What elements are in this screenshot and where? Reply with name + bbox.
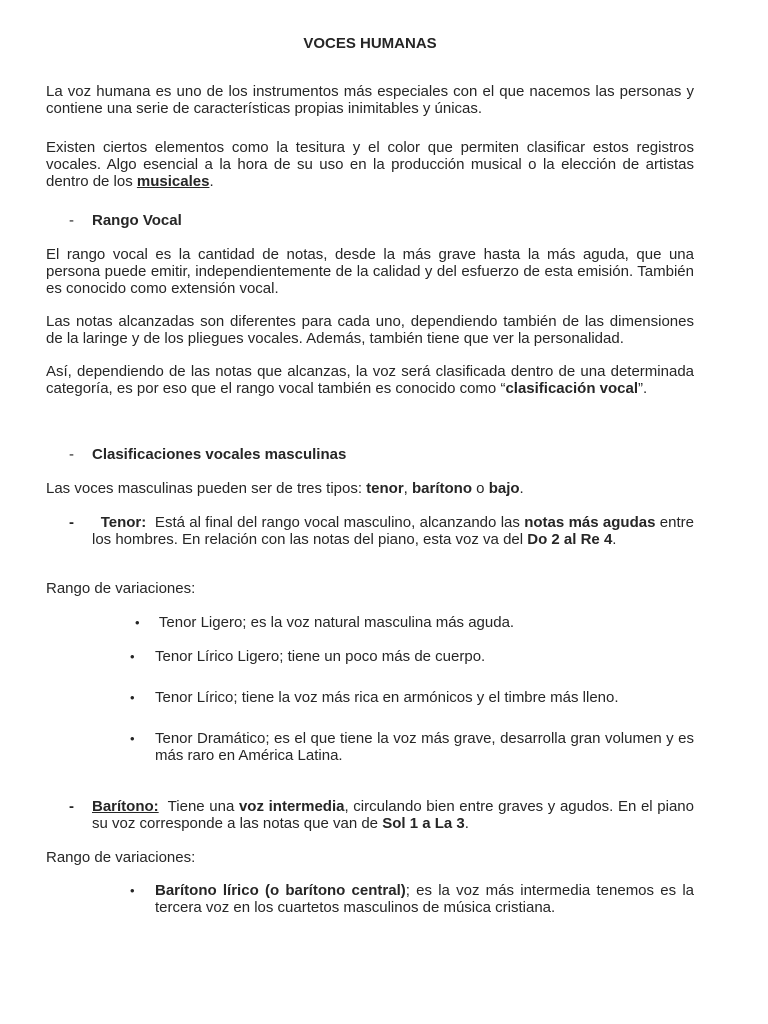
heading-dash: - — [69, 212, 74, 229]
tenor-notas-agudas: notas más agudas — [524, 514, 656, 531]
term-tenor: tenor — [366, 480, 404, 497]
baritono-lirico-term: Barítono lírico (o barítono central) — [155, 882, 406, 899]
tenor-desc: Está al final del rango vocal masculino, alcanzando las — [146, 514, 525, 531]
intro-paragraph: La voz humana es uno de los instrumentos más especiales con el que nacemos las personas y contiene una serie de características propias inimitables y únicas. — [46, 83, 694, 117]
tenor-type-text: Tenor Ligero; es la voz natural masculina más aguda. — [155, 614, 515, 631]
baritono-range: Sol 1 a La 3 — [382, 815, 465, 832]
tenor-type-text: Tenor Lírico Ligero; tiene un poco más de cuerpo. — [155, 648, 486, 665]
baritono-voz-intermedia: voz intermedia — [238, 798, 345, 815]
baritono-label: Barítono: — [92, 798, 159, 815]
baritono-desc: Tiene una — [158, 798, 239, 815]
tenor-type-text: Tenor Lírico; tiene la voz más rica en armónicos y el timbre más lleno. — [155, 689, 619, 706]
tenor-label: Tenor: — [100, 514, 147, 531]
heading-label: Rango Vocal — [92, 212, 182, 229]
clasificacion-vocal-term: clasificación vocal — [505, 380, 639, 397]
elements-text: Existen ciertos elementos como la tesitura y el color que permiten clasificar estos registros vocales. Algo esencial a la hora de su uso en la producción musical o la elección de artistas dentro de los — [46, 139, 694, 190]
clasificacion-end: ”. — [638, 380, 648, 397]
sep: , — [403, 480, 413, 497]
heading-dash: - — [69, 446, 74, 463]
voces-tipos-paragraph — [46, 480, 694, 497]
notas-paragraph: Las notas alcanzadas son diferentes para cada uno, dependiendo también de las dimensiones de la laringe y de los pliegues vocales. Además, también tiene que ver la personalidad. — [46, 313, 694, 347]
rango-variaciones-label: Rango de variaciones: — [46, 580, 196, 597]
clasificacion-text: Así, dependiendo de las notas que alcanzas, la voz será clasificada dentro de una determinada categoría, es por eso que el rango vocal también es conocido como “ — [46, 363, 694, 397]
item-dash: - — [69, 798, 74, 815]
sep: . — [519, 480, 524, 497]
musicales-link[interactable]: musicales — [136, 173, 210, 190]
page-title: VOCES HUMANAS — [303, 35, 437, 52]
bullet-icon: • — [130, 690, 135, 705]
item-dash: - — [69, 514, 74, 531]
bullet-icon: • — [135, 615, 140, 630]
baritono-lirico-desc: ; es la voz más intermedia tenemos es la tercera voz en los cuartetos masculinos de música cristiana. — [155, 882, 694, 916]
bullet-icon: • — [130, 649, 135, 664]
term-baritono: barítono — [412, 480, 473, 497]
term-bajo: bajo — [488, 480, 520, 497]
rango-definition-paragraph: El rango vocal es la cantidad de notas, desde la más grave hasta la más aguda, que una persona puede emitir, independientemente de la calidad y del esfuerzo de esta emisión. También es conocido como extensión vocal. — [46, 246, 694, 297]
rango-variaciones-label: Rango de variaciones: — [46, 849, 196, 866]
bullet-icon: • — [130, 883, 135, 898]
heading-label: Clasificaciones vocales masculinas — [92, 446, 347, 463]
tenor-range: Do 2 al Re 4 — [527, 531, 613, 548]
tenor-type-text: Tenor Dramático; es el que tiene la voz más grave, desarrolla gran volumen y es más raro en América Latina. — [155, 730, 694, 764]
tipos-text: Las voces masculinas pueden ser de tres tipos: — [46, 480, 367, 497]
elements-end: . — [209, 173, 214, 190]
baritono-text — [92, 798, 694, 832]
tenor-text — [92, 514, 694, 548]
tenor-desc2: entre los hombres. En relación con las notas del piano, esta voz va del — [92, 514, 694, 548]
elements-paragraph — [46, 139, 694, 190]
clasificacion-paragraph — [46, 363, 694, 397]
baritono-end: . — [464, 815, 469, 832]
tenor-end: . — [612, 531, 617, 548]
bullet-icon: • — [130, 731, 135, 746]
baritono-type-text — [155, 882, 694, 916]
sep: o — [472, 480, 489, 497]
baritono-desc2: , circulando bien entre graves y agudos. En el piano su voz corresponde a las notas que van de — [92, 798, 694, 832]
